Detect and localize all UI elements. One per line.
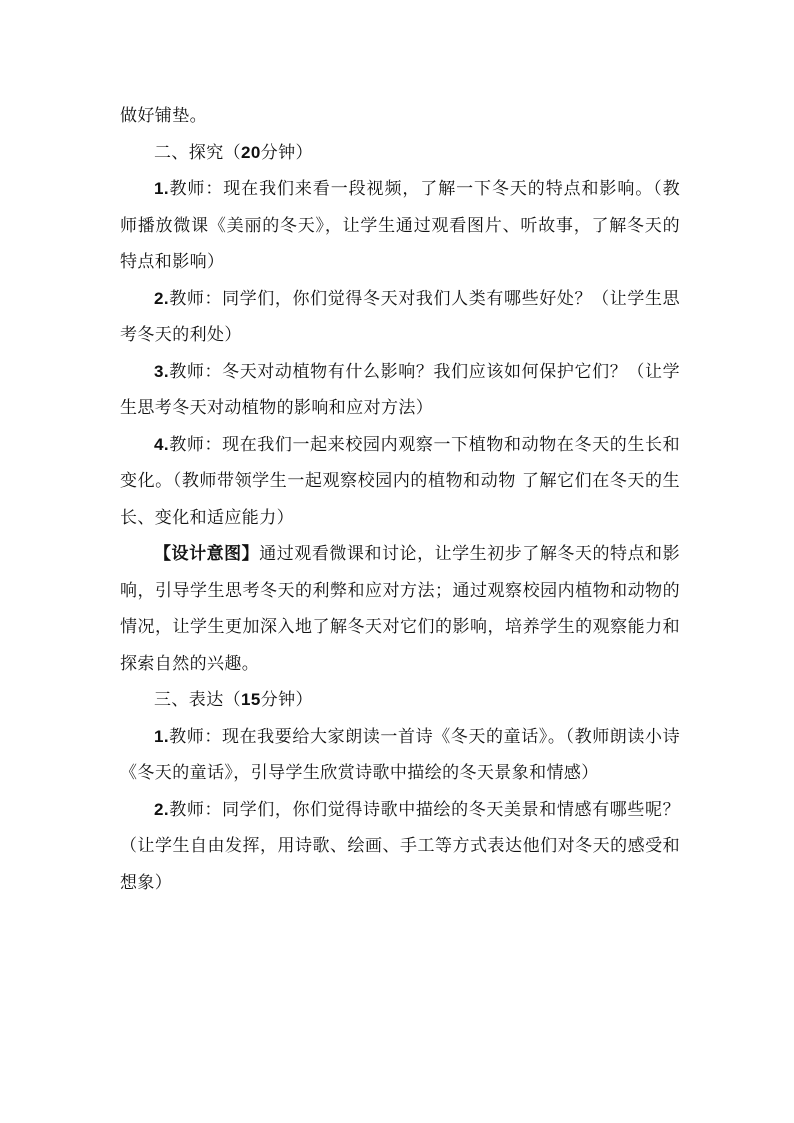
section-heading-express: [120, 682, 680, 719]
item-number: 4.: [154, 434, 169, 454]
paragraph-explore-2: [120, 281, 680, 354]
item-number: 1.: [154, 179, 169, 198]
paragraph-design-intent: [120, 536, 680, 682]
paragraph-intro-end: 做好铺垫。: [120, 106, 207, 126]
paragraph-explore-4: [120, 427, 680, 537]
design-intent-label: 【设计意图】: [154, 544, 260, 564]
heading-suffix: 分钟）: [260, 142, 313, 163]
heading-prefix: 二、探究（: [154, 142, 241, 163]
section-heading-explore: [120, 135, 680, 172]
item-number: 2.: [154, 288, 169, 308]
item-text: 教师：冬天对动植物有什么影响？我们应该如何保护它们？（让学生思考冬天对动植物的影响和应对方法）: [120, 361, 680, 418]
item-number: 1.: [154, 726, 169, 746]
item-number: 3.: [154, 361, 169, 381]
heading-prefix: 三、表达（: [154, 690, 241, 710]
item-number: 2.: [154, 799, 169, 819]
design-intent-text: 通过观看微课和讨论，让学生初步了解冬天的特点和影响，引导学生思考冬天的利弊和应对方法；通过观察校园内植物和动物的情况，让学生更加深入地了解冬天对它们的影响，培养学生的观察能力和探索自然的兴趣。: [120, 544, 680, 674]
paragraph-express-2: [120, 792, 680, 902]
item-text: 教师：同学们，你们觉得诗歌中描绘的冬天美景和情感有哪些呢？（让学生自由发挥，用诗歌、绘画、手工等方式表达他们对冬天的感受和想象）: [120, 799, 680, 893]
paragraph-express-1: [120, 719, 680, 792]
heading-minutes: 15: [241, 690, 261, 709]
item-text: 教师：现在我要给大家朗读一首诗《冬天的童话》。（教师朗读小诗《冬天的童话》，引导学生欣赏诗歌中描绘的冬天景象和情感）: [120, 726, 680, 783]
paragraph-explore-1: [120, 171, 680, 281]
item-text: 教师：现在我们一起来校园内观察一下植物和动物在冬天的生长和变化。（教师带领学生一起观察校园内的植物和动物 了解它们在冬天的生长、变化和适应能力）: [120, 434, 680, 528]
heading-minutes: 20: [241, 142, 261, 162]
item-text: 教师：同学们，你们觉得冬天对我们人类有哪些好处？（让学生思考冬天的利处）: [120, 288, 680, 345]
item-text: 教师：现在我们来看一段视频，了解一下冬天的特点和影响。（教师播放微课《美丽的冬天》，让学生通过观看图片、听故事，了解冬天的特点和影响）: [120, 179, 680, 272]
heading-suffix: 分钟）: [260, 690, 313, 710]
document-page: [120, 98, 680, 901]
paragraph-explore-3: [120, 354, 680, 427]
